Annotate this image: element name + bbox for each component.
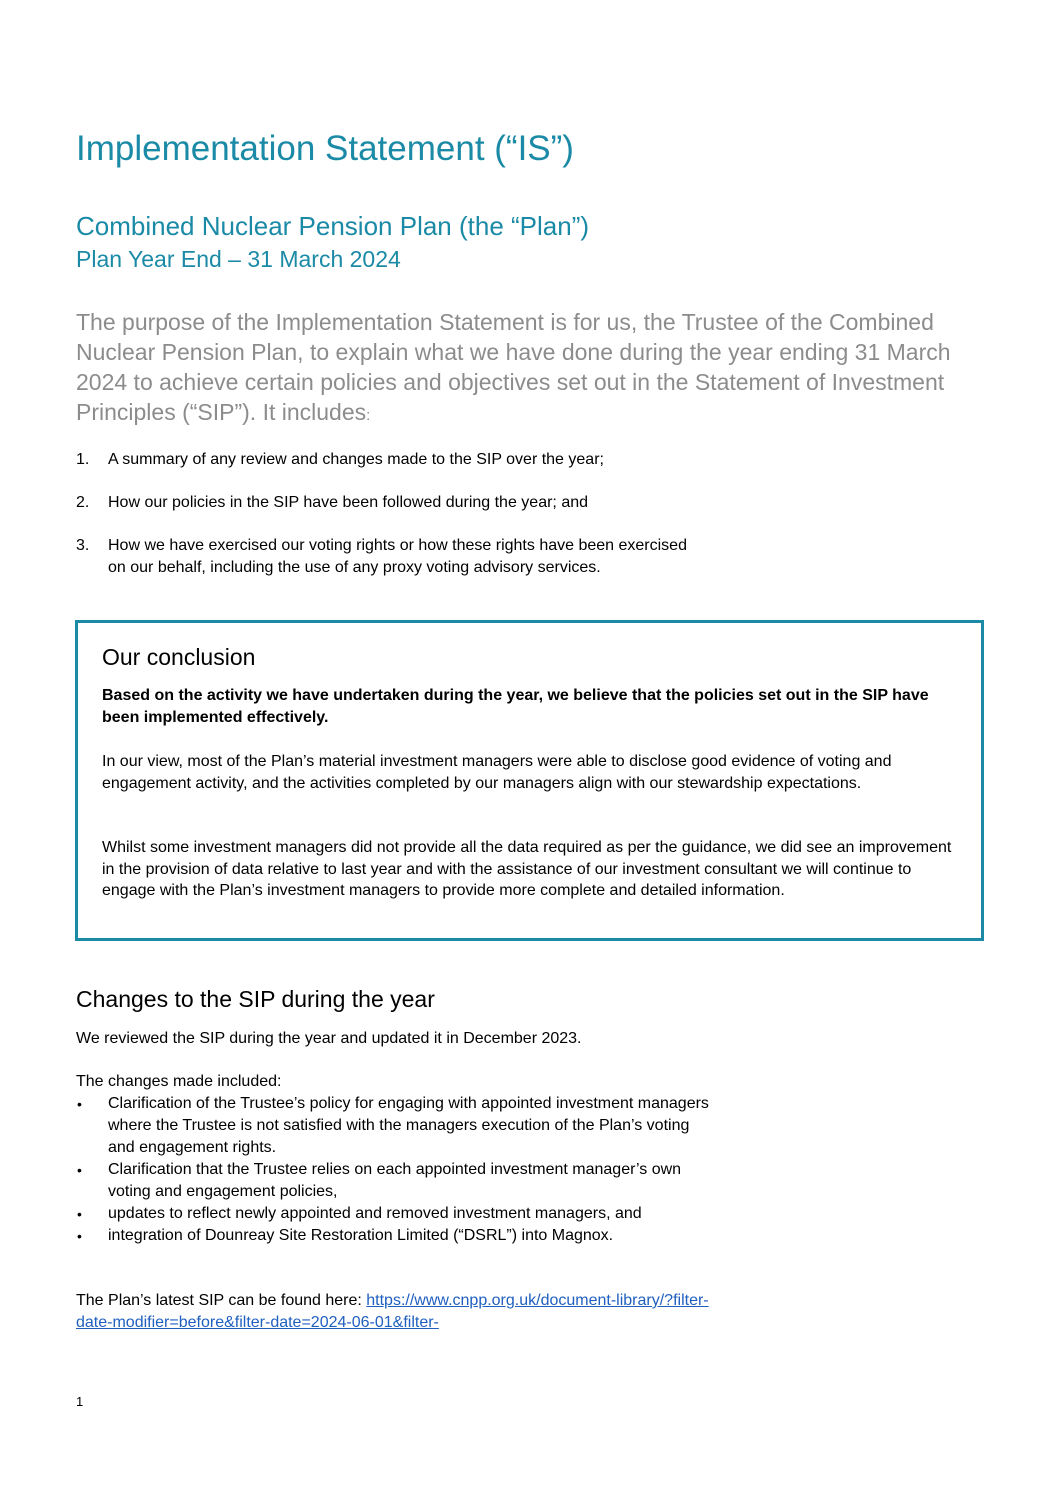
- list-item-text: Clarification that the Trustee relies on each appointed investment manager’s own voting and engagement policies,: [108, 1161, 682, 1200]
- list-item: [76, 535, 696, 579]
- changes-intro: We reviewed the SIP during the year and updated it in December 2023.: [76, 1030, 582, 1047]
- list-item: [76, 1203, 716, 1225]
- conclusion-heading: Our conclusion: [102, 644, 256, 670]
- list-item-number: 3.: [76, 537, 90, 554]
- list-item-text: integration of Dounreay Site Restoration Limited (“DSRL”) into Magnox.: [108, 1227, 614, 1244]
- changes-made-label: The changes made included:: [76, 1073, 282, 1090]
- changes-heading: Changes to the SIP during the year: [76, 986, 435, 1012]
- conclusion-paragraph-2: Whilst some investment managers did not provide all the data required as per the guidance, we did see an improvement in the provision of data relative to last year and with the assistance of our investment consultant we will continue to engage with the Plan’s investment managers to provide more complete and detailed information.: [102, 839, 952, 899]
- conclusion-paragraph-1: In our view, most of the Plan’s material investment managers were able to disclose good evidence of voting and engagement activity, and the activities completed by our managers align with our stewardship expectations.: [102, 753, 892, 792]
- intro-colon: :: [366, 407, 371, 424]
- list-item: [76, 449, 696, 471]
- list-item-text: updates to reflect newly appointed and removed investment managers, and: [108, 1205, 642, 1222]
- sip-link[interactable]: https://www.cnpp.org.uk/document-library/?filter-date-modifier=before&filter-date=2024-06-01&filter-: [76, 1292, 709, 1331]
- plan-name: Combined Nuclear Pension Plan (the “Plan”): [76, 211, 590, 241]
- list-item-text: Clarification of the Trustee’s policy for engaging with appointed investment managers where the Trustee is not satisfied with the managers execution of the Plan’s voting and engagement rights.: [108, 1095, 709, 1156]
- bullet-icon: •: [77, 1096, 82, 1112]
- intro-text: The purpose of the Implementation Statement is for us, the Trustee of the Combined Nuclear Pension Plan, to explain what we have done during the year ending 31 March 2024 to achieve certain policies and objectives set out in the Statement of Investment Principles (“SIP”). It includes: [76, 309, 951, 425]
- list-item: [76, 492, 696, 514]
- list-item: [76, 1225, 716, 1247]
- plan-year-end: Plan Year End – 31 March 2024: [76, 246, 401, 272]
- list-item: [76, 1159, 716, 1203]
- page-title: Implementation Statement (“IS”): [76, 129, 574, 168]
- bullet-icon: •: [77, 1228, 82, 1244]
- list-item-number: 2.: [76, 494, 90, 511]
- intro-paragraph: [76, 307, 976, 431]
- latest-sip-paragraph: [76, 1290, 716, 1334]
- page-number: 1: [76, 1394, 84, 1409]
- bullet-icon: •: [77, 1206, 82, 1222]
- list-item-text: How our policies in the SIP have been followed during the year; and: [108, 494, 589, 511]
- list-item-text: A summary of any review and changes made to the SIP over the year;: [108, 451, 604, 468]
- latest-sip-text: The Plan’s latest SIP can be found here:: [76, 1292, 367, 1309]
- conclusion-summary: Based on the activity we have undertaken during the year, we believe that the policies set out in the SIP have been implemented effectively.: [102, 687, 929, 726]
- list-item: [76, 1093, 716, 1159]
- list-item-number: 1.: [76, 451, 90, 468]
- list-item-text: How we have exercised our voting rights or how these rights have been exercised on our behalf, including the use of any proxy voting advisory services.: [108, 537, 687, 576]
- changes-list: [76, 1093, 716, 1247]
- conclusion-box: [75, 620, 984, 941]
- bullet-icon: •: [77, 1162, 82, 1178]
- includes-list: [76, 449, 696, 600]
